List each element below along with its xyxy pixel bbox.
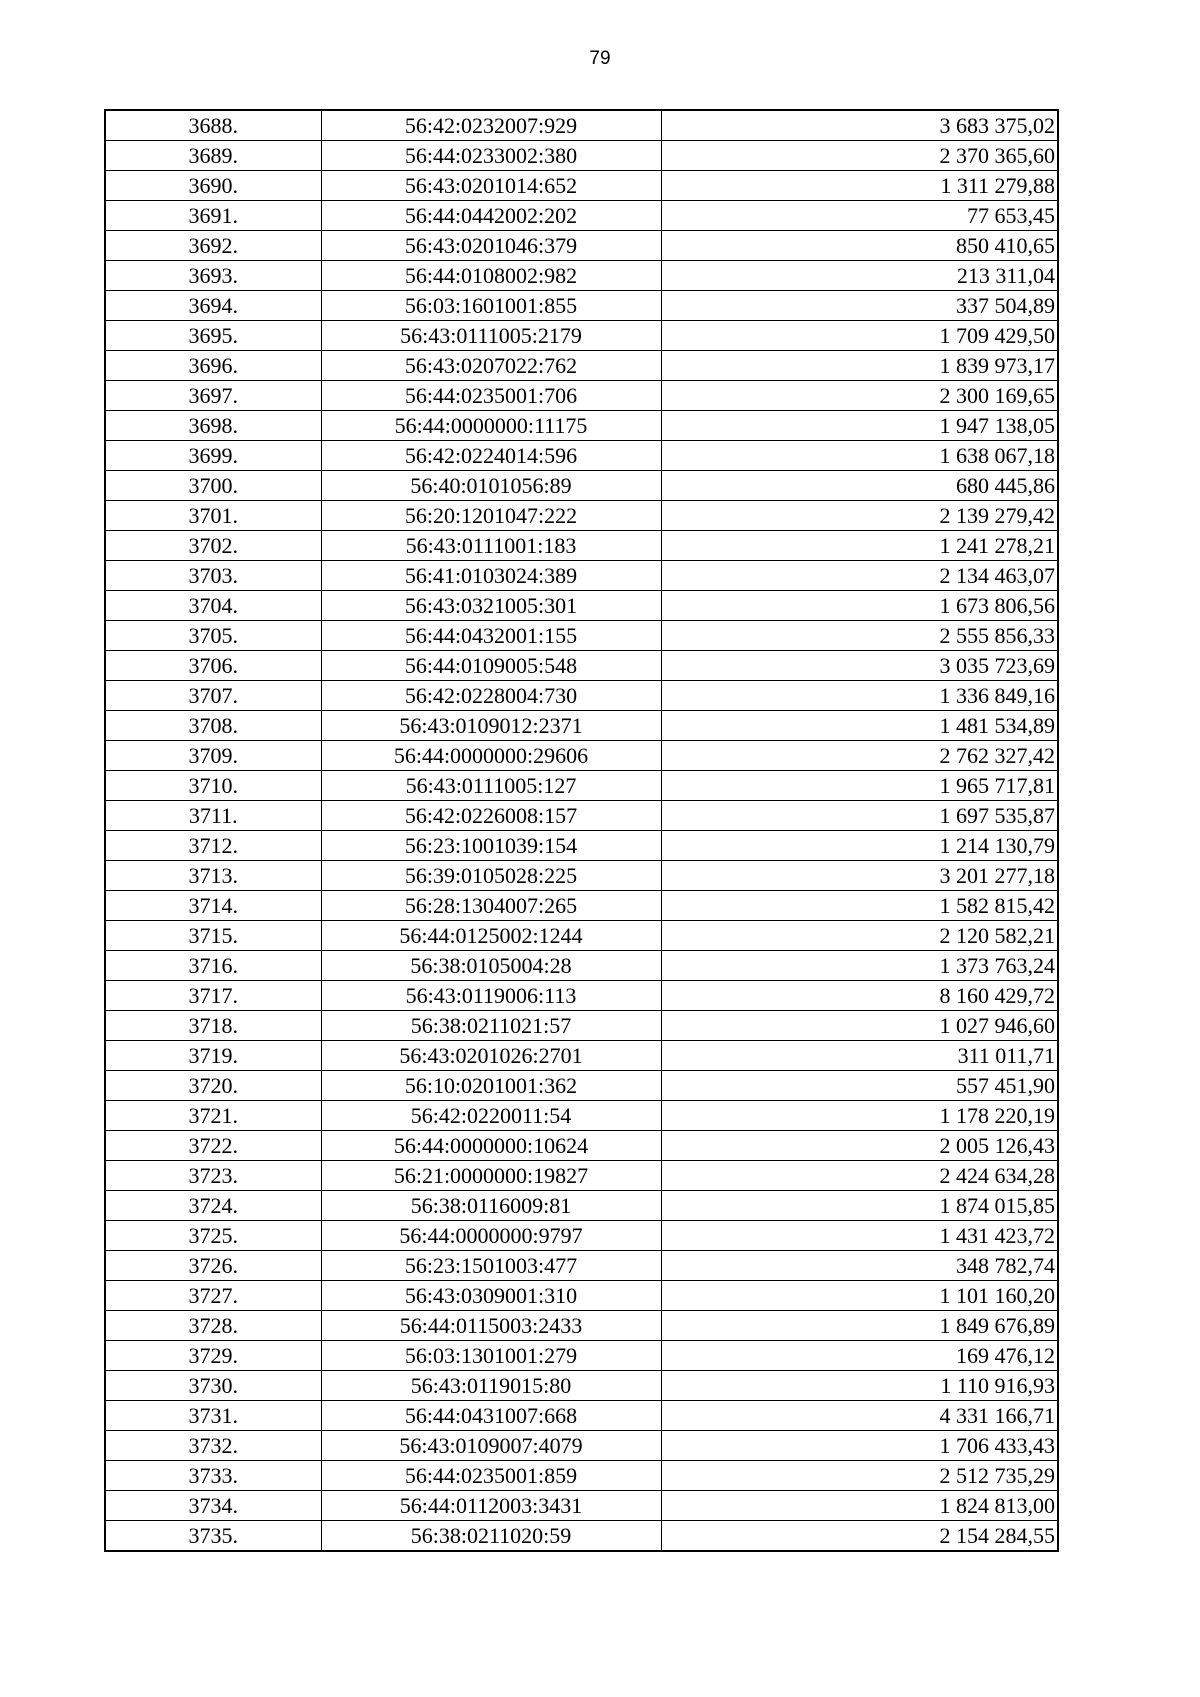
cadastral-number-cell: 56:44:0235001:859 (321, 1461, 661, 1491)
cadastral-value-cell: 8 160 429,72 (661, 981, 1058, 1011)
row-number-cell: 3716. (105, 951, 321, 981)
cadastral-value-cell: 311 011,71 (661, 1041, 1058, 1071)
table-row (105, 741, 1058, 771)
row-number-cell: 3691. (105, 201, 321, 231)
row-number-cell: 3688. (105, 110, 321, 141)
table-row (105, 1221, 1058, 1251)
table-row (105, 411, 1058, 441)
cadastral-number-cell: 56:40:0101056:89 (321, 471, 661, 501)
row-number-cell: 3693. (105, 261, 321, 291)
row-number-cell: 3735. (105, 1521, 321, 1552)
table-row (105, 1431, 1058, 1461)
cadastral-number-cell: 56:42:0226008:157 (321, 801, 661, 831)
cadastral-value-cell: 1 947 138,05 (661, 411, 1058, 441)
cadastral-value-cell: 348 782,74 (661, 1251, 1058, 1281)
cadastral-value-cell: 1 709 429,50 (661, 321, 1058, 351)
cadastral-value-cell: 169 476,12 (661, 1341, 1058, 1371)
cadastral-value-cell: 337 504,89 (661, 291, 1058, 321)
cadastral-number-cell: 56:43:0321005:301 (321, 591, 661, 621)
table-row (105, 861, 1058, 891)
table-row (105, 141, 1058, 171)
cadastral-number-cell: 56:44:0442002:202 (321, 201, 661, 231)
cadastral-number-cell: 56:43:0111005:2179 (321, 321, 661, 351)
table-row (105, 441, 1058, 471)
table-row (105, 921, 1058, 951)
row-number-cell: 3695. (105, 321, 321, 351)
cadastral-value-cell: 1 874 015,85 (661, 1191, 1058, 1221)
cadastral-number-cell: 56:23:1501003:477 (321, 1251, 661, 1281)
cadastral-value-cell: 1 839 973,17 (661, 351, 1058, 381)
cadastral-number-cell: 56:43:0201046:379 (321, 231, 661, 261)
row-number-cell: 3694. (105, 291, 321, 321)
row-number-cell: 3721. (105, 1101, 321, 1131)
cadastral-number-cell: 56:38:0211020:59 (321, 1521, 661, 1552)
cadastral-number-cell: 56:20:1201047:222 (321, 501, 661, 531)
cadastral-value-cell: 1 638 067,18 (661, 441, 1058, 471)
cadastral-number-cell: 56:43:0119015:80 (321, 1371, 661, 1401)
row-number-cell: 3730. (105, 1371, 321, 1401)
row-number-cell: 3732. (105, 1431, 321, 1461)
cadastral-number-cell: 56:23:1001039:154 (321, 831, 661, 861)
row-number-cell: 3701. (105, 501, 321, 531)
cadastral-number-cell: 56:43:0309001:310 (321, 1281, 661, 1311)
row-number-cell: 3712. (105, 831, 321, 861)
cadastral-value-cell: 557 451,90 (661, 1071, 1058, 1101)
cadastral-value-cell: 1 965 717,81 (661, 771, 1058, 801)
cadastral-value-cell: 1 824 813,00 (661, 1491, 1058, 1521)
table-row (105, 681, 1058, 711)
table-row (105, 1161, 1058, 1191)
table-row (105, 201, 1058, 231)
row-number-cell: 3723. (105, 1161, 321, 1191)
cadastral-number-cell: 56:42:0232007:929 (321, 110, 661, 141)
cadastral-number-cell: 56:43:0109007:4079 (321, 1431, 661, 1461)
row-number-cell: 3706. (105, 651, 321, 681)
cadastral-value-cell: 1 373 763,24 (661, 951, 1058, 981)
row-number-cell: 3719. (105, 1041, 321, 1071)
cadastral-value-cell: 2 005 126,43 (661, 1131, 1058, 1161)
cadastral-number-cell: 56:44:0000000:10624 (321, 1131, 661, 1161)
table-body (105, 110, 1058, 1551)
table-row (105, 351, 1058, 381)
cadastral-value-cell: 2 120 582,21 (661, 921, 1058, 951)
cadastral-value-cell: 2 555 856,33 (661, 621, 1058, 651)
cadastral-value-cell: 850 410,65 (661, 231, 1058, 261)
cadastral-number-cell: 56:10:0201001:362 (321, 1071, 661, 1101)
table-row (105, 1041, 1058, 1071)
cadastral-value-cell: 3 035 723,69 (661, 651, 1058, 681)
row-number-cell: 3720. (105, 1071, 321, 1101)
cadastral-number-cell: 56:42:0224014:596 (321, 441, 661, 471)
row-number-cell: 3704. (105, 591, 321, 621)
cadastral-value-cell: 2 300 169,65 (661, 381, 1058, 411)
cadastral-number-cell: 56:42:0228004:730 (321, 681, 661, 711)
row-number-cell: 3733. (105, 1461, 321, 1491)
row-number-cell: 3702. (105, 531, 321, 561)
cadastral-value-cell: 77 653,45 (661, 201, 1058, 231)
table-row (105, 171, 1058, 201)
table-row (105, 1311, 1058, 1341)
cadastral-number-cell: 56:43:0111005:127 (321, 771, 661, 801)
cadastral-value-cell: 1 101 160,20 (661, 1281, 1058, 1311)
row-number-cell: 3725. (105, 1221, 321, 1251)
cadastral-value-cell: 1 027 946,60 (661, 1011, 1058, 1041)
row-number-cell: 3692. (105, 231, 321, 261)
row-number-cell: 3717. (105, 981, 321, 1011)
cadastral-value-cell: 1 481 534,89 (661, 711, 1058, 741)
row-number-cell: 3710. (105, 771, 321, 801)
row-number-cell: 3700. (105, 471, 321, 501)
cadastral-value-cell: 680 445,86 (661, 471, 1058, 501)
row-number-cell: 3726. (105, 1251, 321, 1281)
cadastral-number-cell: 56:44:0115003:2433 (321, 1311, 661, 1341)
row-number-cell: 3690. (105, 171, 321, 201)
table-row (105, 981, 1058, 1011)
cadastral-value-cell: 2 762 327,42 (661, 741, 1058, 771)
table-row (105, 831, 1058, 861)
row-number-cell: 3734. (105, 1491, 321, 1521)
row-number-cell: 3705. (105, 621, 321, 651)
table-row (105, 321, 1058, 351)
cadastral-number-cell: 56:44:0432001:155 (321, 621, 661, 651)
table-row (105, 1401, 1058, 1431)
page-number: 79 (589, 48, 611, 69)
row-number-cell: 3713. (105, 861, 321, 891)
row-number-cell: 3696. (105, 351, 321, 381)
table-row (105, 110, 1058, 141)
cadastral-number-cell: 56:43:0109012:2371 (321, 711, 661, 741)
table-row (105, 711, 1058, 741)
row-number-cell: 3697. (105, 381, 321, 411)
cadastral-value-cell: 1 311 279,88 (661, 171, 1058, 201)
cadastral-number-cell: 56:43:0119006:113 (321, 981, 661, 1011)
cadastral-value-cell: 3 201 277,18 (661, 861, 1058, 891)
cadastral-number-cell: 56:21:0000000:19827 (321, 1161, 661, 1191)
cadastral-number-cell: 56:43:0201014:652 (321, 171, 661, 201)
cadastral-value-cell: 1 241 278,21 (661, 531, 1058, 561)
row-number-cell: 3698. (105, 411, 321, 441)
row-number-cell: 3718. (105, 1011, 321, 1041)
row-number-cell: 3722. (105, 1131, 321, 1161)
row-number-cell: 3727. (105, 1281, 321, 1311)
table-row (105, 1521, 1058, 1552)
table-row (105, 231, 1058, 261)
cadastral-number-cell: 56:44:0233002:380 (321, 141, 661, 171)
table-row (105, 651, 1058, 681)
cadastral-value-cell: 2 139 279,42 (661, 501, 1058, 531)
table-row (105, 591, 1058, 621)
table-row (105, 1281, 1058, 1311)
cadastral-value-cell: 1 214 130,79 (661, 831, 1058, 861)
cadastral-number-cell: 56:44:0109005:548 (321, 651, 661, 681)
table-row (105, 471, 1058, 501)
table-row (105, 261, 1058, 291)
cadastral-number-cell: 56:44:0000000:9797 (321, 1221, 661, 1251)
row-number-cell: 3729. (105, 1341, 321, 1371)
cadastral-value-cell: 1 336 849,16 (661, 681, 1058, 711)
cadastral-number-cell: 56:38:0211021:57 (321, 1011, 661, 1041)
row-number-cell: 3728. (105, 1311, 321, 1341)
table-row (105, 501, 1058, 531)
row-number-cell: 3689. (105, 141, 321, 171)
cadastral-value-cell: 1 110 916,93 (661, 1371, 1058, 1401)
table-row (105, 1371, 1058, 1401)
row-number-cell: 3731. (105, 1401, 321, 1431)
cadastral-number-cell: 56:44:0235001:706 (321, 381, 661, 411)
row-number-cell: 3715. (105, 921, 321, 951)
cadastral-value-cell: 213 311,04 (661, 261, 1058, 291)
cadastral-number-cell: 56:38:0105004:28 (321, 951, 661, 981)
cadastral-number-cell: 56:38:0116009:81 (321, 1191, 661, 1221)
cadastral-value-cell: 1 706 433,43 (661, 1431, 1058, 1461)
cadastral-number-cell: 56:44:0125002:1244 (321, 921, 661, 951)
table-row (105, 531, 1058, 561)
table-row (105, 381, 1058, 411)
cadastral-number-cell: 56:44:0112003:3431 (321, 1491, 661, 1521)
table-row (105, 771, 1058, 801)
cadastral-value-cell: 1 178 220,19 (661, 1101, 1058, 1131)
table-row (105, 951, 1058, 981)
cadastral-number-cell: 56:44:0000000:11175 (321, 411, 661, 441)
table-row (105, 891, 1058, 921)
cadastral-value-cell: 2 134 463,07 (661, 561, 1058, 591)
row-number-cell: 3707. (105, 681, 321, 711)
cadastral-number-cell: 56:43:0207022:762 (321, 351, 661, 381)
table-row (105, 801, 1058, 831)
cadastral-number-cell: 56:44:0108002:982 (321, 261, 661, 291)
cadastral-value-cell: 1 697 535,87 (661, 801, 1058, 831)
cadastral-value-cell: 1 673 806,56 (661, 591, 1058, 621)
table-row (105, 1341, 1058, 1371)
cadastral-value-cell: 2 154 284,55 (661, 1521, 1058, 1552)
table-row (105, 1461, 1058, 1491)
cadastral-value-cell: 1 582 815,42 (661, 891, 1058, 921)
cadastral-number-cell: 56:43:0201026:2701 (321, 1041, 661, 1071)
cadastral-value-cell: 2 512 735,29 (661, 1461, 1058, 1491)
row-number-cell: 3699. (105, 441, 321, 471)
row-number-cell: 3711. (105, 801, 321, 831)
table-row (105, 1071, 1058, 1101)
cadastral-value-table (104, 109, 1059, 1552)
cadastral-number-cell: 56:03:1301001:279 (321, 1341, 661, 1371)
table-row (105, 621, 1058, 651)
cadastral-number-cell: 56:44:0431007:668 (321, 1401, 661, 1431)
table-row (105, 1191, 1058, 1221)
cadastral-number-cell: 56:41:0103024:389 (321, 561, 661, 591)
cadastral-number-cell: 56:43:0111001:183 (321, 531, 661, 561)
cadastral-value-cell: 2 424 634,28 (661, 1161, 1058, 1191)
row-number-cell: 3703. (105, 561, 321, 591)
cadastral-value-cell: 1 849 676,89 (661, 1311, 1058, 1341)
table-row (105, 1251, 1058, 1281)
row-number-cell: 3724. (105, 1191, 321, 1221)
table-row (105, 1131, 1058, 1161)
table-row (105, 291, 1058, 321)
cadastral-number-cell: 56:39:0105028:225 (321, 861, 661, 891)
cadastral-number-cell: 56:42:0220011:54 (321, 1101, 661, 1131)
row-number-cell: 3714. (105, 891, 321, 921)
cadastral-number-cell: 56:28:1304007:265 (321, 891, 661, 921)
cadastral-value-cell: 3 683 375,02 (661, 110, 1058, 141)
row-number-cell: 3709. (105, 741, 321, 771)
table-row (105, 1011, 1058, 1041)
table-row (105, 561, 1058, 591)
cadastral-value-cell: 1 431 423,72 (661, 1221, 1058, 1251)
cadastral-number-cell: 56:03:1601001:855 (321, 291, 661, 321)
cadastral-value-cell: 4 331 166,71 (661, 1401, 1058, 1431)
table-row (105, 1101, 1058, 1131)
row-number-cell: 3708. (105, 711, 321, 741)
table-row (105, 1491, 1058, 1521)
cadastral-value-cell: 2 370 365,60 (661, 141, 1058, 171)
cadastral-number-cell: 56:44:0000000:29606 (321, 741, 661, 771)
